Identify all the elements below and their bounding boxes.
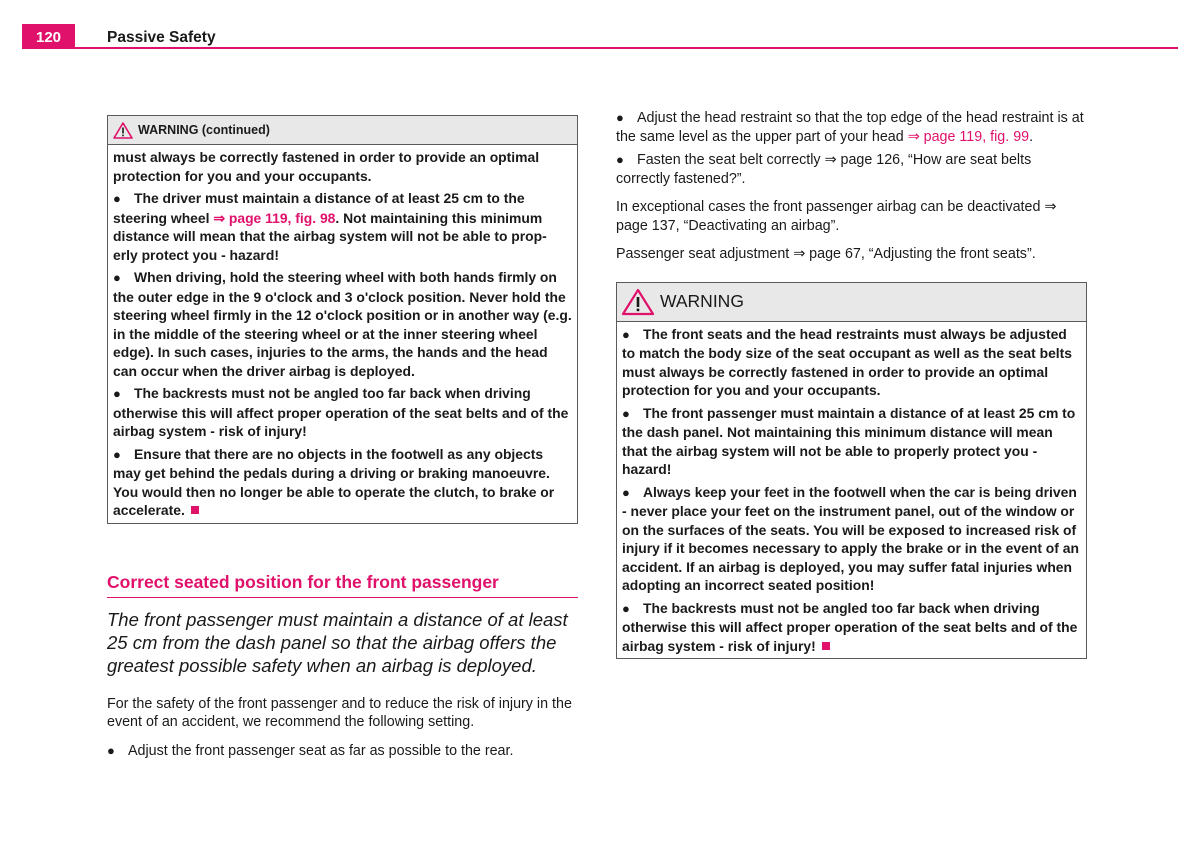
page-link[interactable]: ⇒ page 119, fig. 99 <box>907 128 1030 145</box>
right-column <box>616 109 1087 659</box>
warning-box <box>616 282 1087 660</box>
section-intro: The front passenger must maintain a distance of at least 25 cm from the dash panel so that the airbag offers the greatest possible safety when an airbag is deployed. <box>107 608 568 676</box>
page-link[interactable]: ⇒ page 119, fig. 98 <box>213 209 336 226</box>
warning-lead-text: must always be correctly fastened in order to provide an optimal protection for you and your occupants. <box>113 149 540 184</box>
bullet-dot: ● <box>113 446 121 462</box>
warning-triangle-icon <box>621 288 655 316</box>
bullet-dot: ● <box>113 270 121 285</box>
warning-item: ● The backrests must not be angled too far back when driving otherwise this will affect proper operation of the seat belts and of the airbag system - risk of injury! <box>113 385 569 439</box>
header-rule <box>22 47 1178 49</box>
warning-continued-box <box>107 115 578 524</box>
page-number: 120 <box>22 24 75 49</box>
warning-item: ● Always keep your feet in the footwell when the car is being driven - never place your feet on the instrument panel, out of the window or on the surfaces of the seats. You will be exposed to increased risk of injury if it becomes necessary to apply the brake or in the event of an accident. If an airbag is deployed, you may suffer fatal injuries when adopting an incorrect seated position! <box>622 483 1079 593</box>
section-heading: Correct seated position for the front passenger <box>107 572 578 598</box>
warning-item: ● The front seats and the head restraints must always be adjusted to match the body size of the seat occupant as well as the seat belts must always be correctly fastened in order to provide an optimal protection for you and your occupants. <box>622 325 1073 398</box>
bullet-dot: ● <box>622 484 630 500</box>
list-item: ● Adjust the front passenger seat as far as possible to the rear. <box>107 742 514 759</box>
bullet-dot: ● <box>107 742 115 758</box>
left-body-text <box>107 695 578 761</box>
bullet-dot: ● <box>622 405 630 421</box>
end-square-icon <box>822 642 830 650</box>
warning-continued-header <box>108 116 577 145</box>
list-item: ● Fasten the seat belt correctly ⇒ page 126, “How are seat belts correctly fastened?”. <box>616 152 1032 187</box>
paragraph: For the safety of the front passenger and to reduce the risk of injury in the event of an accident, we recommend the following setting. <box>107 695 572 730</box>
warning-item: ● The driver must maintain a distance of at least 25 cm to the steering wheel ⇒ page 119, fig. 98. Not maintaining this minimum distance will mean that the airbag system will not be able to prop- erly protect you - hazard! <box>113 190 547 263</box>
bullet-dot: ● <box>113 386 121 401</box>
end-square-icon <box>191 506 199 514</box>
paragraph: Passenger seat adjustment ⇒ page 67, “Adjusting the front seats”. <box>616 246 1036 262</box>
warning-triangle-icon <box>113 122 133 139</box>
bullet-dot: ● <box>622 326 630 342</box>
warning-title: WARNING <box>660 291 744 311</box>
chapter-title: Passive Safety <box>107 29 216 46</box>
warning-item: ● The front passenger must maintain a distance of at least 25 cm to the dash panel. Not maintaining this minimum distance will mean that the airbag system will not be able to properly protect you - hazard! <box>622 404 1076 477</box>
bullet-dot: ● <box>622 600 630 616</box>
warning-item: ● Ensure that there are no objects in the footwell as any objects may get behind the pedals during a driving or braking manoeuvre. You would then no longer be able to operate the clutch, to brake or accelerate. <box>113 445 555 518</box>
warning-continued-body <box>108 145 577 523</box>
paragraph: In exceptional cases the front passenger airbag can be deactivated ⇒ page 137, “Deactivating an airbag”. <box>616 199 1057 234</box>
bullet-dot: ● <box>616 152 624 167</box>
warning-item: ● When driving, hold the steering wheel with both hands firmly on the outer edge in the 9 o'clock and 3 o'clock position. Never hold the steering wheel firmly in the 12 o'clock position or in another way (e.g. in the middle of the steering wheel or at the inner steering wheel edge). In such cases, injuries to the arms, the hands and the head can occur when the driver airbag is deployed. <box>113 269 572 379</box>
list-item: ● Adjust the head restraint so that the top edge of the head restraint is at the same level as the upper part of your head ⇒ page 119, fig. 99. <box>616 110 1084 145</box>
warning-body <box>617 322 1086 659</box>
bullet-dot: ● <box>113 191 121 206</box>
warning-header <box>617 283 1086 322</box>
warning-continued-title: WARNING (continued) <box>138 123 270 137</box>
left-column <box>107 115 578 760</box>
right-body-text <box>616 109 1087 264</box>
warning-item: ● The backrests must not be angled too far back when driving otherwise this will affect proper operation of the seat belts and of the airbag system - risk of injury! <box>622 599 1078 654</box>
bullet-dot: ● <box>616 110 624 125</box>
